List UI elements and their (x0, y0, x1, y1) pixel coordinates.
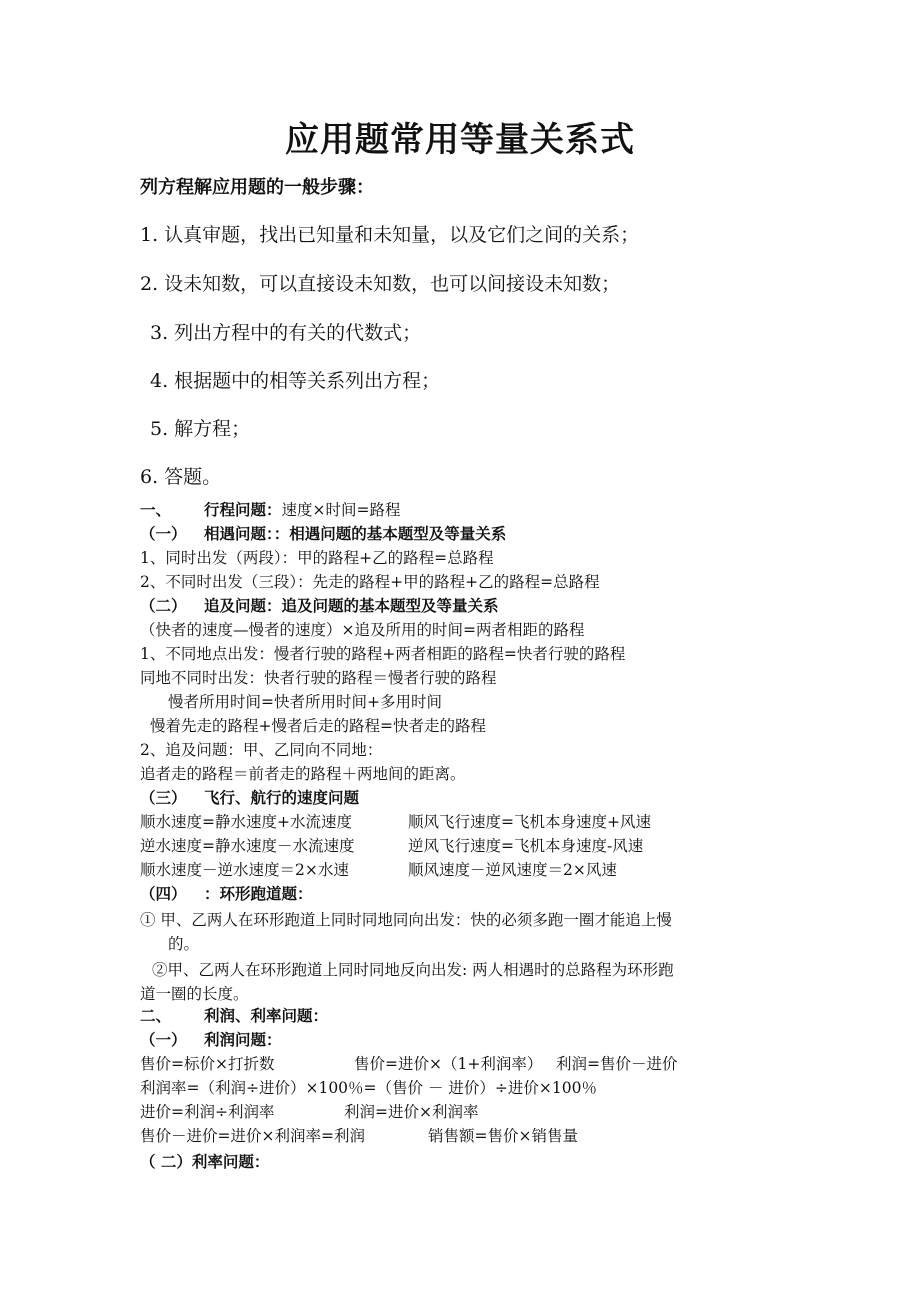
step-3: 3. 列出方程中的有关的代数式； (150, 322, 422, 344)
steps-heading: 列方程解应用题的一般步骤： (140, 177, 374, 198)
text-line: 顺水速度－逆水速度＝2×水速 (140, 861, 349, 879)
subsection-2-2-title: （ 二）利率问题： (140, 1152, 270, 1171)
text-line: 逆水速度=静水速度－水流速度 (140, 837, 355, 855)
page-title: 应用题常用等量关系式 (285, 120, 635, 160)
step-1: 1. 认真审题，找出已知量和未知量，以及它们之间的关系； (140, 224, 640, 246)
text-line: 慢者所用时间=快者所用时间+多用时间 (168, 693, 442, 711)
step-5: 5. 解方程； (150, 418, 251, 440)
subsection-1-2-number: （二） (140, 596, 187, 615)
section-1-title: 行程问题： (204, 500, 282, 519)
subsection-1-3-title: 飞行、航行的速度问题 (204, 788, 360, 807)
text-line: 慢着先走的路程+慢者后走的路程=快者走的路程 (150, 717, 486, 735)
text-line: 2、不同时出发（三段）：先走的路程+甲的路程+乙的路程=总路程 (140, 573, 600, 591)
section-1-formula: 速度×时间=路程 (281, 501, 401, 519)
step-6: 6. 答题。 (140, 466, 222, 488)
text-line: 顺风飞行速度=飞机本身速度+风速 (408, 813, 651, 831)
text-line: ②甲、乙两人在环形跑道上同时同地反向出发: 两人相遇时的总路程为环形跑 (152, 961, 674, 979)
section-1-number: 一、 (140, 500, 172, 519)
text-line: ① 甲、乙两人在环形跑道上同时同地同向出发：快的必须多跑一圈才能追上慢 (140, 911, 672, 929)
text-line: 追者走的路程＝前者走的路程＋两地间的距离。 (140, 765, 466, 783)
text-line: 顺水速度=静水速度+水流速度 (140, 813, 352, 831)
text-line: 售价－进价=进价×利润率=利润 (140, 1127, 365, 1145)
text-line: 1、不同地点出发：慢者行驶的路程+两者相距的路程=快者行驶的路程 (140, 645, 626, 663)
subsection-1-4-number: （四） (140, 884, 187, 903)
text-line: 进价=利润÷利润率 (140, 1103, 275, 1121)
text-line: 逆风飞行速度=飞机本身速度-风速 (408, 837, 644, 855)
subsection-1-1-title: 相遇问题：：相遇问题的基本题型及等量关系 (204, 524, 507, 543)
subsection-1-4-title: ：环形跑道题： (204, 884, 313, 903)
text-line: 利润=进价×利润率 (344, 1103, 479, 1121)
text-line: 利润=售价－进价 (556, 1055, 678, 1073)
text-line: 利润率=（利润÷进价）×100％=（售价 － 进价）÷进价×100％ (140, 1079, 597, 1097)
subsection-1-1-number: （一） (140, 524, 187, 543)
text-line: 售价=进价×（1+利润率） (354, 1055, 543, 1073)
subsection-2-1-number: （一） (140, 1030, 187, 1049)
step-4: 4. 根据题中的相等关系列出方程； (150, 370, 441, 392)
subsection-1-3-number: （三） (140, 788, 187, 807)
text-line: 同地不同时出发：快者行驶的路程＝慢者行驶的路程 (140, 669, 497, 687)
step-2: 2. 设未知数，可以直接设未知数，也可以间接设未知数； (140, 273, 621, 295)
text-line: 的。 (168, 935, 200, 953)
subsection-1-2-title: 追及问题：追及问题的基本题型及等量关系 (204, 596, 499, 615)
text-line: 道一圈的长度。 (140, 985, 249, 1003)
subsection-2-1-title: 利润问题： (204, 1030, 282, 1049)
text-line: 销售额=售价×销售量 (428, 1127, 578, 1145)
text-line: 2、追及问题：甲、乙同向不同地： (140, 741, 383, 759)
text-line: 1、同时出发（两段）：甲的路程+乙的路程=总路程 (140, 549, 494, 567)
text-line: 顺风速度－逆风速度＝2×风速 (408, 861, 617, 879)
section-2-number: 二、 (140, 1006, 172, 1025)
section-1-heading (204, 500, 401, 520)
text-line: （快者的速度—慢者的速度）×追及所用的时间=两者相距的路程 (140, 621, 585, 639)
text-line: 售价=标价×打折数 (140, 1055, 275, 1073)
section-2-title: 利润、利率问题： (204, 1006, 329, 1025)
